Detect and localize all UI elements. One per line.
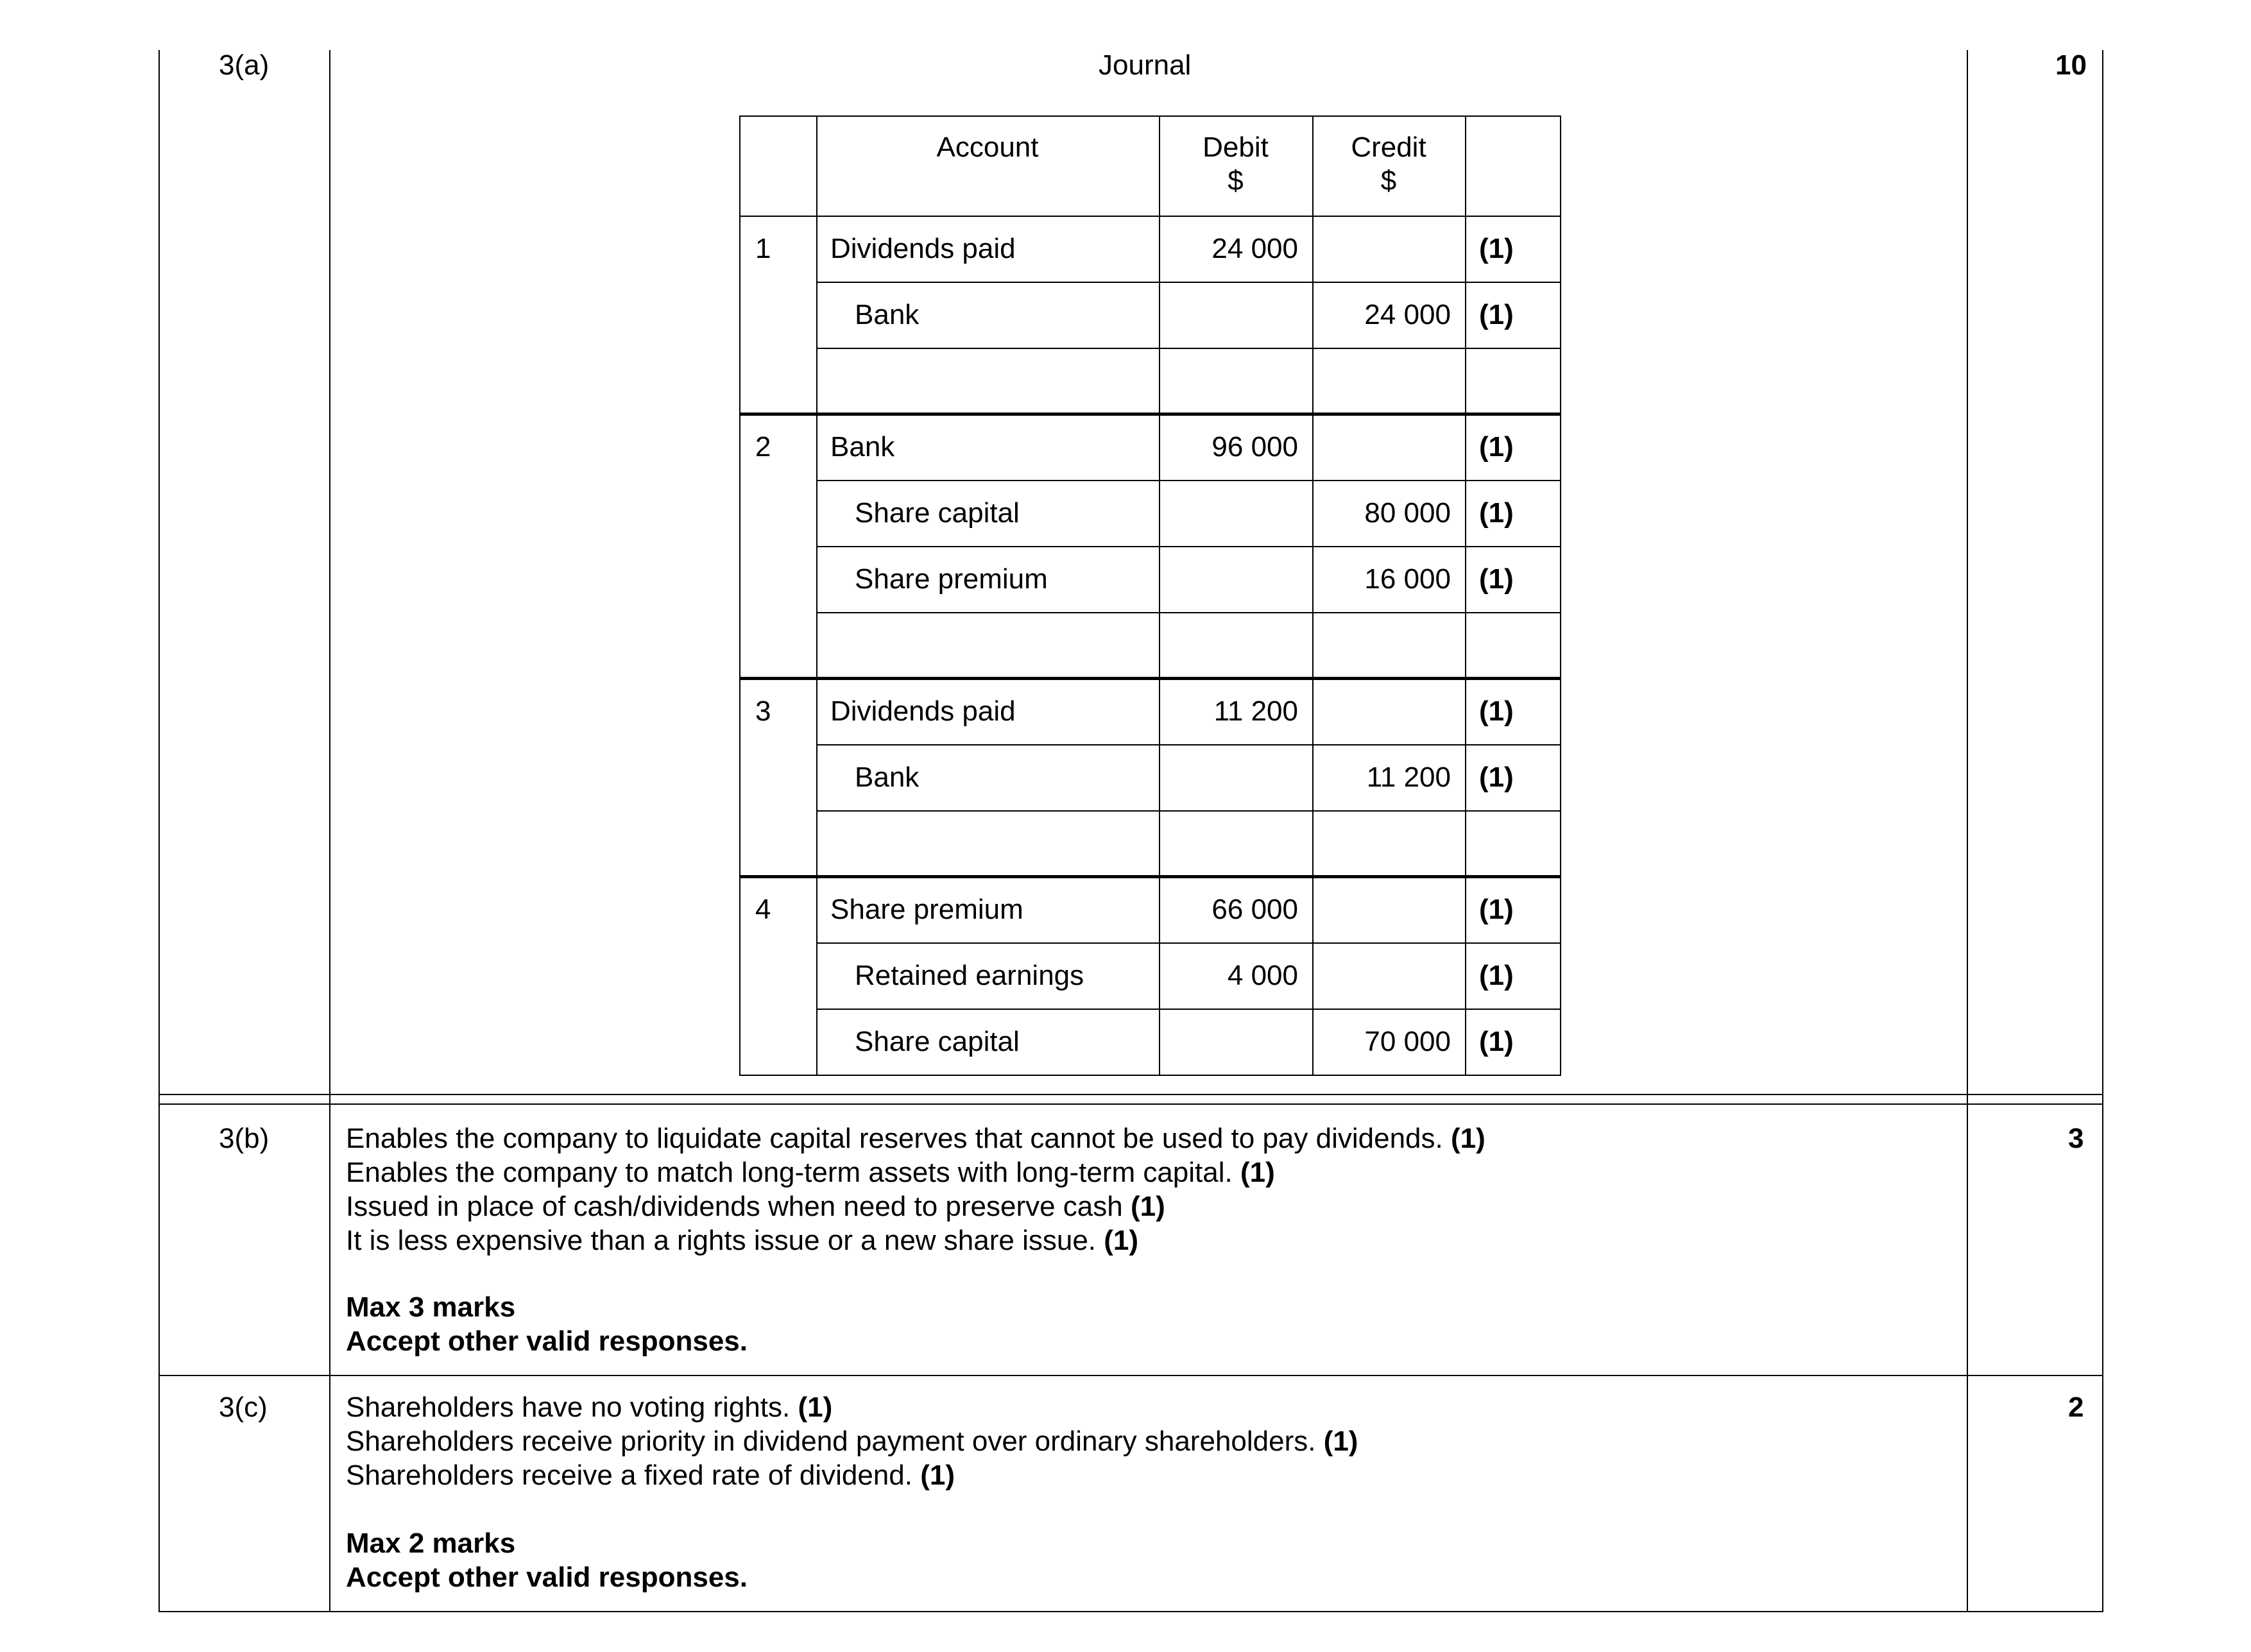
grid-line-3c-bottom [158, 1611, 2103, 1612]
mark-cell: (1) [1479, 894, 1514, 925]
journal-title: Journal [1099, 49, 1192, 81]
answer-line: Shareholders receive a fixed rate of dividend. (1) [346, 1460, 955, 1491]
mark-cell: (1) [1479, 233, 1514, 264]
table-col-line [1560, 115, 1561, 1076]
account-cell: Share premium [830, 894, 1023, 925]
account-cell: Retained earnings [855, 960, 1084, 991]
header-credit: Credit [1351, 132, 1426, 163]
answer-line: Enables the company to liquidate capital reserves that cannot be used to pay dividends. (1) [346, 1123, 1485, 1154]
grid-line-col2 [1967, 50, 1968, 1612]
debit-cell: 66 000 [1211, 894, 1298, 925]
credit-cell: 80 000 [1364, 497, 1451, 529]
row-line [816, 744, 1561, 745]
account-cell: Share capital [855, 1026, 1020, 1057]
question-label: 3(b) [219, 1123, 270, 1154]
table-col-line [1465, 115, 1466, 1076]
account-cell: Share capital [855, 497, 1020, 529]
entry-number: 1 [755, 233, 771, 264]
table-line [739, 1075, 1561, 1076]
grid-line-col1 [329, 50, 330, 1612]
row-line [816, 942, 1561, 944]
account-cell: Share premium [855, 563, 1048, 595]
mark-cell: (1) [1479, 563, 1514, 595]
table-line [739, 216, 1561, 217]
grid-line-left [158, 50, 160, 1612]
answer-line: Shareholders receive priority in dividend payment over ordinary shareholders. (1) [346, 1426, 1358, 1457]
answer-line: It is less expensive than a rights issue or a new share issue. (1) [346, 1225, 1139, 1256]
table-line [739, 115, 1561, 117]
answer-line: Enables the company to match long-term assets with long-term capital. (1) [346, 1157, 1275, 1188]
grid-line-3a-bottom-2 [158, 1103, 2103, 1105]
entry-separator [739, 875, 1561, 878]
max-marks: Max 3 marks [346, 1291, 516, 1323]
row-line [816, 1009, 1561, 1010]
grid-line-3a-bottom-1 [158, 1094, 2103, 1095]
question-label: 3(c) [219, 1392, 268, 1423]
mark-cell: (1) [1479, 960, 1514, 991]
debit-cell: 11 200 [1213, 695, 1298, 727]
accept-note: Accept other valid responses. [346, 1562, 748, 1593]
mark-cell: (1) [1479, 299, 1514, 330]
debit-cell: 24 000 [1211, 233, 1298, 264]
account-cell: Bank [830, 431, 895, 463]
table-col-line [739, 115, 740, 1076]
entry-separator [739, 413, 1561, 416]
answer-line: Shareholders have no voting rights. (1) [346, 1392, 833, 1423]
header-debit: Debit [1203, 132, 1269, 163]
credit-cell: 70 000 [1364, 1026, 1451, 1057]
entry-number: 4 [755, 894, 771, 925]
credit-cell: 16 000 [1364, 563, 1451, 595]
mark-cell: (1) [1479, 695, 1514, 727]
answer-line: Issued in place of cash/dividends when need to preserve cash (1) [346, 1191, 1165, 1222]
question-label: 3(a) [219, 49, 270, 81]
marks-total: 10 [2055, 49, 2087, 81]
entry-separator [739, 677, 1561, 680]
entry-number: 2 [755, 431, 771, 463]
mark-cell: (1) [1479, 497, 1514, 529]
header-credit-unit: $ [1380, 165, 1397, 196]
table-col-line [1312, 115, 1314, 1076]
mark-cell: (1) [1479, 431, 1514, 463]
marks-total: 2 [2068, 1392, 2084, 1423]
debit-cell: 96 000 [1211, 431, 1298, 463]
account-cell: Dividends paid [830, 233, 1016, 264]
grid-line-right [2102, 50, 2103, 1612]
row-line [816, 282, 1561, 283]
table-col-line [1159, 115, 1160, 1076]
debit-cell: 4 000 [1227, 960, 1298, 991]
row-line [816, 348, 1561, 349]
grid-line-3b-bottom [158, 1375, 2103, 1376]
header-debit-unit: $ [1228, 165, 1244, 196]
entry-number: 3 [755, 695, 771, 727]
mark-cell: (1) [1479, 762, 1514, 793]
credit-cell: 11 200 [1366, 762, 1451, 793]
mark-cell: (1) [1479, 1026, 1514, 1057]
marks-total: 3 [2068, 1123, 2084, 1154]
credit-cell: 24 000 [1364, 299, 1451, 330]
account-cell: Bank [855, 762, 920, 793]
row-line [816, 612, 1561, 613]
account-cell: Bank [855, 299, 920, 330]
header-account: Account [936, 132, 1039, 163]
row-line [816, 546, 1561, 547]
max-marks: Max 2 marks [346, 1528, 516, 1559]
accept-note: Accept other valid responses. [346, 1325, 748, 1357]
row-line [816, 480, 1561, 481]
account-cell: Dividends paid [830, 695, 1016, 727]
table-col-line [816, 115, 817, 1076]
row-line [816, 810, 1561, 812]
